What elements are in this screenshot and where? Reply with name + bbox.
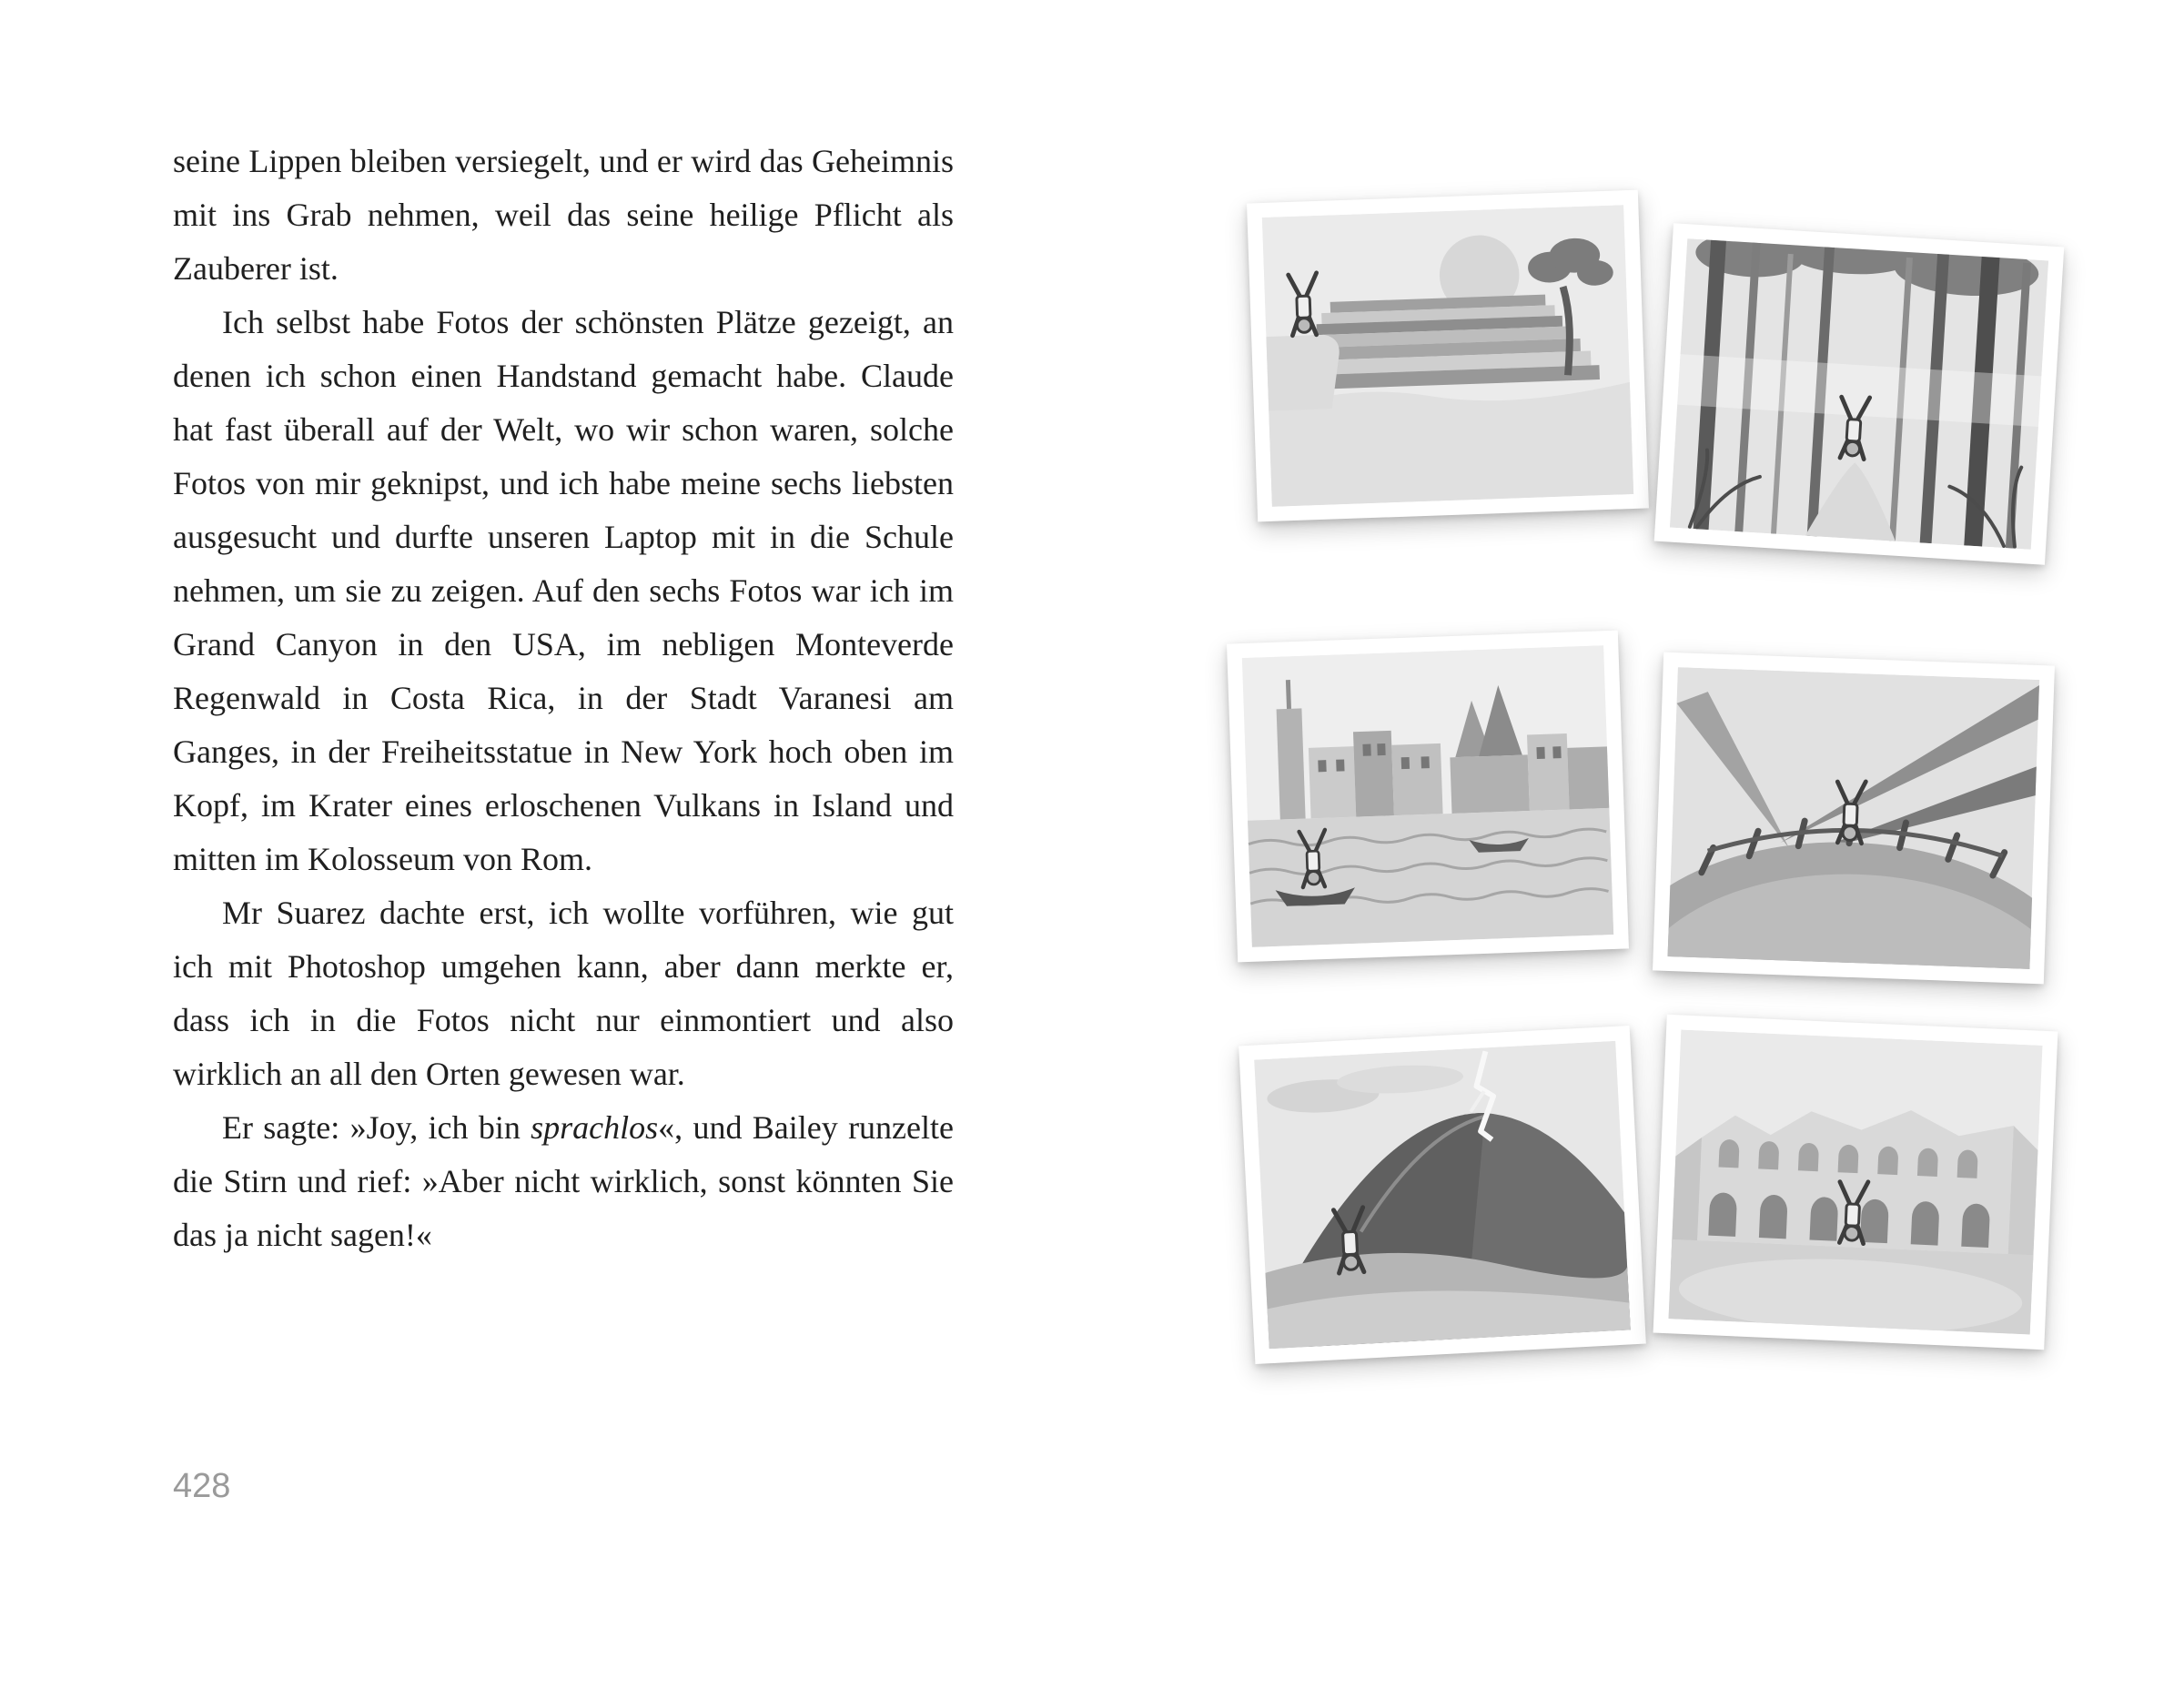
river — [1248, 808, 1613, 947]
paragraph-photos: Ich selbst habe Fotos der schönsten Plätze gezeigt, an denen ich schon einen Handstand gemacht habe. Claude hat fast überall auf der Welt, wo wir schon waren, solche Fotos von mir geknipst, und ich habe meine sechs liebsten ausgesucht und durfte unseren Laptop mit in die Schule nehmen, um sie zu zeigen. Auf den sechs Fotos war ich im Grand Canyon in den USA, im nebligen Monteverde Regenwald in Costa Rica, in der Stadt Varanesi am Ganges, in der Freiheitsstatue in New York hoch oben im Kopf, im Krater eines erloschenen Vulkans in Island und mitten im Kolosseum von Rom. — [173, 304, 954, 877]
volcano-illustration — [1254, 1041, 1631, 1349]
canyon-strata — [1297, 293, 1600, 390]
photo-monteverde-rainforest — [1654, 223, 2065, 565]
quote-text-before: Er sagte: »Joy, ich bin — [222, 1109, 531, 1146]
paragraph-continuation: seine Lippen bleiben versiegelt, und er wird das Geheimnis mit ins Grab nehmen, weil das seine heilige Pflicht als Zauberer ist. — [173, 143, 954, 287]
paragraph-quote — [173, 1101, 954, 1262]
cliff-ledge — [1266, 334, 1340, 410]
quote-text-after: «, und Bailey runzelte die Stirn und rief: »Aber nicht wirklich, sonst könnten Sie das ja nicht sagen!« — [173, 1109, 954, 1253]
liberty-crown-illustration — [1668, 667, 2040, 969]
paragraph-suarez: Mr Suarez dachte erst, ich wollte vorführen, wie gut ich mit Photoshop umgehen kann, aber dann merkte er, dass ich in die Fotos nicht nur einmontiert und also wirklich an all den Orten gewesen war. — [173, 895, 954, 1092]
varanesi-illustration — [1242, 645, 1614, 947]
grand-canyon-illustration — [1262, 205, 1634, 507]
photo-statue-of-liberty — [1653, 652, 2055, 985]
page-number: 428 — [173, 1467, 231, 1505]
photo-colosseum-rome — [1653, 1015, 2058, 1350]
colosseum-illustration — [1668, 1029, 2042, 1334]
body-text — [173, 135, 954, 1262]
photo-iceland-volcano — [1239, 1026, 1646, 1364]
emphasized-word: sprachlos — [531, 1109, 659, 1146]
photo-varanesi-ganges — [1227, 631, 1629, 963]
rainforest-illustration — [1670, 238, 2049, 550]
photo-grand-canyon — [1247, 190, 1649, 522]
